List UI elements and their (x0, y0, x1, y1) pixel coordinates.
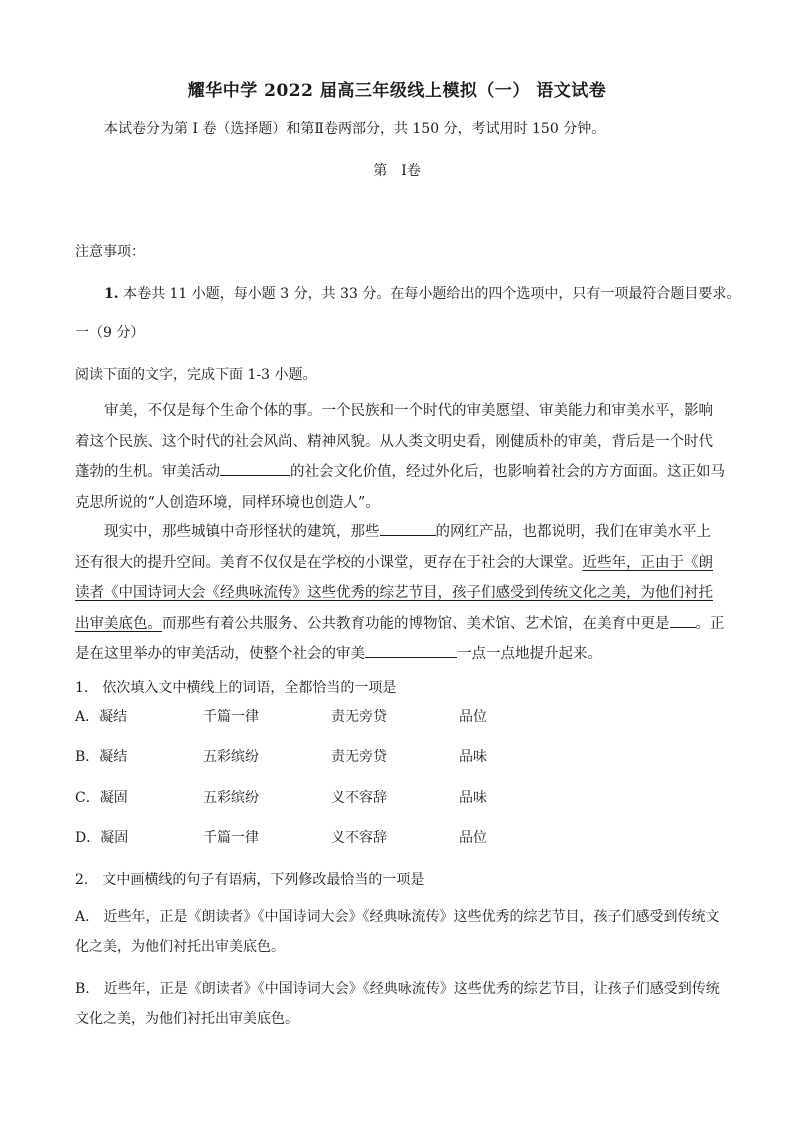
fill-blank-4 (365, 643, 457, 658)
notes-rule (104, 283, 740, 303)
option-c-word-1: C．凝固 (75, 790, 128, 806)
fill-blank-3 (670, 613, 696, 628)
option-b-word-4: 品味 (459, 749, 487, 765)
option-c-word-4: 品味 (459, 790, 487, 806)
option-a-word-1: A．凝结 (75, 709, 128, 725)
part-instruction: 阅读下面的文字，完成下面 1-3 小题。 (75, 367, 317, 383)
question-2-stem: 2. 文中画横线的句子有语病，下列修改最恰当的一项是 (75, 872, 425, 888)
fill-blank-2 (380, 521, 436, 536)
p2-text-c: 而那些有着公共服务、公共教育功能的博物馆、美术馆、艺术馆，在美育中更是 (162, 615, 670, 632)
underlined-sentence: 近些年，正由于《朗读者《中国诗词大会《经典咏流传》这些优秀的综艺节目，孩子们感受到传统文化之美，为他们衬托出审美底色。 (75, 554, 713, 632)
fill-blank-1 (220, 461, 290, 476)
p1-text-a: 审美，不仅是每个生命个体的事。一个民族和一个时代的审美愿望、审美能力和审美水平，影响着这个民族、这个时代的社会风尚、精神风貌。从人类文明史看，刚健质朴的审美，背后是一个时代蓬勃的生机。审美活动 (75, 403, 713, 480)
part-label: 一（9 分） (75, 325, 145, 341)
p2-text-e: 一点一点地提升起来。 (457, 646, 602, 662)
option-b-word-2: 五彩缤纷 (203, 749, 259, 765)
passage-paragraph-1 (75, 396, 725, 518)
rule-text: 本卷共 11 小题，每小题 3 分，共 33 分。在每小题给出的四个选项中，只有一项最符合题目要求。 (123, 286, 741, 302)
section-heading: 第 Ⅰ卷 (373, 163, 421, 179)
p2-text-d: 。正是在这里举办的审美活动，使整个社会的审美 (75, 615, 725, 662)
exam-intro: 本试卷分为第 Ⅰ 卷（选择题）和第Ⅱ卷两部分，共 150 分，考试用时 150 分钟。 (104, 121, 606, 137)
exam-title: 耀华中学 2022 届高三年级线上模拟（一） 语文试卷 (187, 81, 607, 101)
option-c-word-2: 五彩缤纷 (203, 790, 259, 806)
p1-text-b: 的社会文化价值，经过外化后，也影响着社会的方方面面。这正如马克思所说的“人创造环境，同样环境也创造人”。 (75, 464, 725, 511)
option-a-word-3: 责无旁贷 (331, 709, 387, 725)
rule-number: 1. (104, 286, 119, 302)
option-d-word-3: 义不容辞 (331, 830, 387, 846)
passage-paragraph-2 (75, 517, 725, 670)
option-b-word-1: B．凝结 (75, 749, 128, 765)
p2-text-b: 的网红产品，也都说明，我们在审美水平上还有很大的提升空间。美育不仅仅是在学校的小课堂，更存在于社会的大课堂。 (75, 524, 711, 571)
option-a-word-4: 品位 (459, 709, 487, 725)
notes-heading: 注意事项： (75, 244, 145, 260)
option-b-word-3: 责无旁贷 (331, 749, 387, 765)
option-d-word-2: 千篇一律 (203, 830, 259, 846)
option-c-word-3: 义不容辞 (331, 790, 387, 806)
p2-text-a: 现实中，那些城镇中奇形怪状的建筑，那些 (104, 524, 380, 540)
option-d-word-1: D．凝固 (75, 830, 129, 846)
question-2-option-b: B. 近些年，正是《朗读者》《中国诗词大会》《经典咏流传》这些优秀的综艺节目，让孩子们感受到传统文化之美，为他们衬托出审美底色。 (75, 981, 720, 1027)
question-1-stem: 1. 依次填入文中横线上的词语，全都恰当的一项是 (75, 680, 397, 696)
question-2-option-a: A. 近些年，正是《朗读者》《中国诗词大会》《经典咏流传》这些优秀的综艺节目，孩子们感受到传统文化之美，为他们衬托出审美底色。 (75, 909, 720, 955)
option-a-word-2: 千篇一律 (203, 709, 259, 725)
option-d-word-4: 品位 (459, 830, 487, 846)
